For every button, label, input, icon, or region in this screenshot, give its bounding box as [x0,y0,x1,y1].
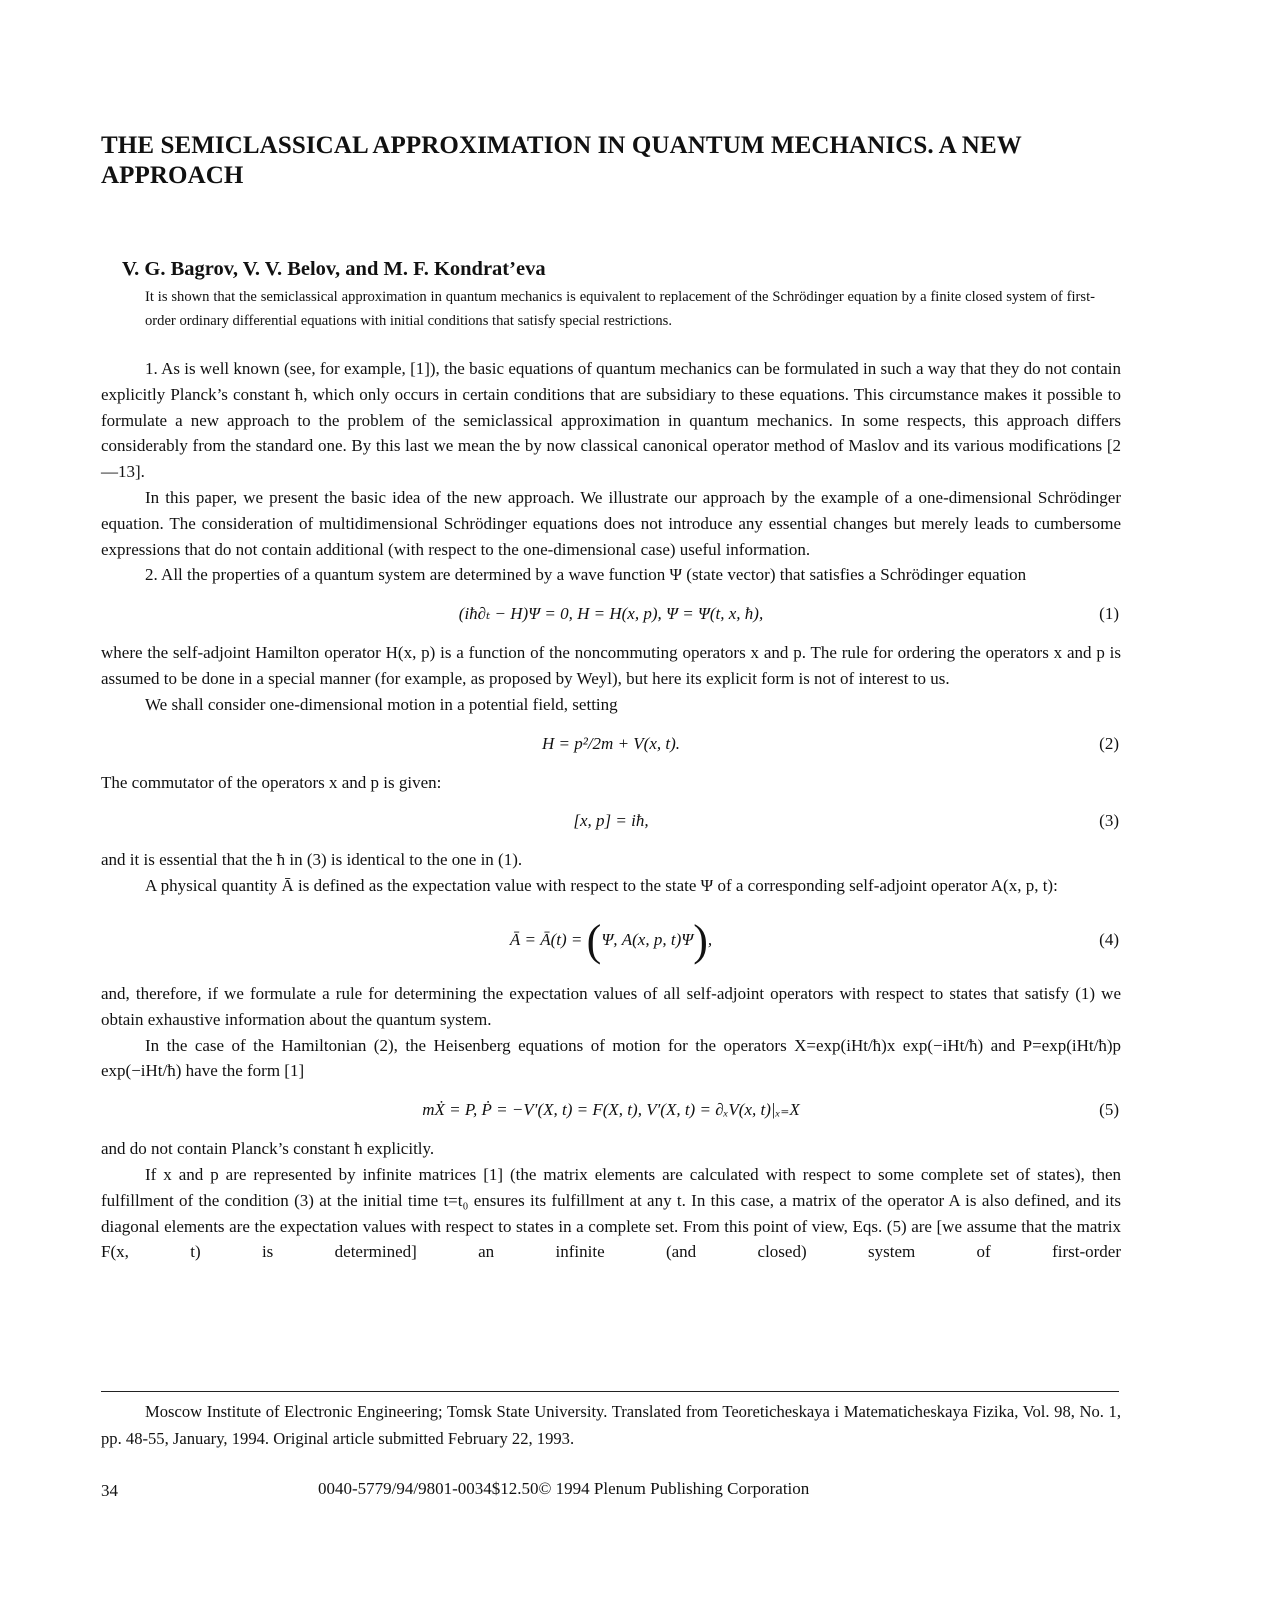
paragraph: The commutator of the operators x and p is given: [101,772,442,792]
paragraph: where the self-adjoint Hamilton operator H(x, p) is a function of the noncommuting operators x and p. The rule for ordering the operators x and p is assumed to be done in a special manner (for example, as proposed by Weyl), but here its explicit form is not of interest to us. [101,643,1121,688]
paragraph: and do not contain Planck’s constant ħ explicitly. [101,1139,435,1159]
equation-1-number: (1) [1099,604,1119,624]
equation-2 [101,718,1121,770]
paragraph: If x and p are represented by infinite matrices [1] (the matrix elements are calculated with respect to some complete set of states), then fulfillment of the condition (3) at the initial time t=t₀ ensures its fulfillment at any t. In this case, a matrix of the operator A is also defined, and its diagonal elements are the expectation values with respect to states in a complete set. From this point of view, Eqs. (5) are [we assume that the matrix F(x, t) is determined] an infinite (and closed) system of first-order [101,1164,1121,1262]
footnote-divider [101,1391,1119,1392]
equation-3-number: (3) [1099,811,1119,831]
page-number: 34 [101,1481,118,1500]
author-list: V. G. Bagrov, V. V. Belov, and M. F. Kondrat’eva [122,258,546,280]
equation-2-expr: H = p²/2m + V(x, t). [541,733,681,753]
paragraph: 1. As is well known (see, for example, [1]), the basic equations of quantum mechanics can be formulated in such a way that they do not contain explicitly Planck’s constant ħ, which only occurs in certain conditions that are subsidiary to these equations. This circumstance makes it possible to formulate a new approach to the problem of the semiclassical approximation in quantum mechanics. In some respects, this approach differs considerably from the standard one. By this last we mean the by now classical canonical operator method of Maslov and its various modifications [2—13]. [101,359,1121,482]
equation-4-number: (4) [1099,929,1119,949]
equation-1 [101,588,1121,640]
equation-5 [101,1084,1121,1136]
abstract: It is shown that the semiclassical approximation in quantum mechanics is equivalent to replacement of the Schrödinger equation by a finite closed system of first-order ordinary differential equations with initial conditions that satisfy special restrictions. [145,289,1095,329]
equation-4 [101,899,1121,981]
left-paren-glyph: ( [586,916,602,966]
equation-5-expr: mẊ = P, Ṗ = −V′(X, t) = F(X, t), V′(X, t) = ∂ₓV(x, t)|ₓ₌X [422,1100,800,1120]
equation-4-expr: Ā = Ā(t) = (Ψ, A(x, p, t)Ψ), [509,916,713,966]
equation-4-left: Ā = Ā(t) = [509,929,583,949]
right-paren-glyph: ) [693,916,708,966]
paragraph: We shall consider one-dimensional motion in a potential field, setting [145,694,618,714]
equation-2-number: (2) [1099,733,1119,753]
paragraph: A physical quantity Ā is defined as the expectation value with respect to the state Ψ of a corresponding self-adjoint operator A(x, p, t): [145,876,1058,896]
copyright-line: 0040-5779/94/9801-0034$12.50© 1994 Plenum Publishing Corporation [318,1479,810,1498]
paper-title: THE SEMICLASSICAL APPROXIMATION IN QUANTUM MECHANICS. A NEW APPROACH [101,132,1022,189]
footnote: Moscow Institute of Electronic Engineering; Tomsk State University. Translated from Teoreticheskaya i Matematicheskaya Fizika, Vol. 98, No. 1, pp. 48-55, January, 1994. Original article submitted February 22, 1993. [101,1402,1121,1448]
paragraph: In this paper, we present the basic idea of the new approach. We illustrate our approach by the example of a one-dimensional Schrödinger equation. The consideration of multidimensional Schrödinger equations does not introduce any essential changes but merely leads to cumbersome expressions that do not contain additional (with respect to the one-dimensional case) useful information. [101,487,1121,559]
equation-3 [101,795,1121,847]
equation-3-expr: [x, p] = iħ, [573,811,649,831]
paragraph: In the case of the Hamiltonian (2), the Heisenberg equations of motion for the operators X=exp(iHt/ħ)x exp(−iHt/ħ) and P=exp(iHt/ħ)p exp(−iHt/ħ) have the form [1] [101,1035,1121,1081]
paragraph: and it is essential that the ħ in (3) is identical to the one in (1). [101,850,523,870]
equation-5-number: (5) [1099,1100,1119,1120]
paragraph: 2. All the properties of a quantum system are determined by a wave function Ψ (state vector) that satisfies a Schrödinger equation [145,565,1027,585]
equation-1-expr: (iħ∂ₜ − H)Ψ = 0, H = H(x, p), Ψ = Ψ(t, x, ħ), [458,604,764,624]
body-text [101,356,1121,1265]
equation-4-inner: Ψ, A(x, p, t)Ψ [601,929,694,949]
paragraph: and, therefore, if we formulate a rule for determining the expectation values of all self-adjoint operators with respect to states that satisfy (1) we obtain exhaustive information about the quantum system. [101,983,1121,1029]
